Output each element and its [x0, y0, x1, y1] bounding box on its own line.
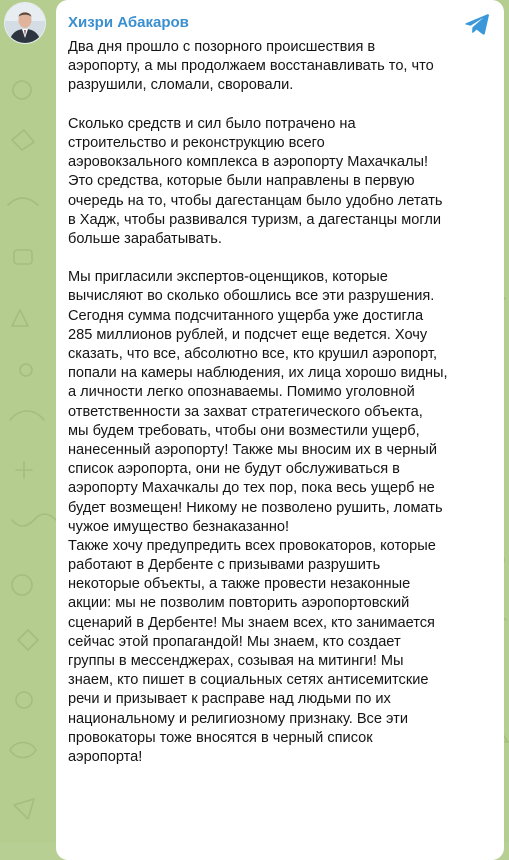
post-text-line: будет возмещен! Никому не позволено рушить, ломать	[68, 499, 443, 516]
author-avatar[interactable]	[4, 2, 46, 44]
post-text-line: чужое имущество безнаказанно!	[68, 518, 290, 535]
post-text-line: попали на камеры наблюдения, их лица хорошо видны,	[68, 365, 448, 382]
paragraph-gap	[68, 96, 496, 115]
author-name[interactable]: Хизри Абакаров	[68, 14, 189, 31]
post-text-line: провокаторы тоже вносятся в черный список	[68, 729, 373, 746]
post-text-line: мы будем требовать, чтобы они возместили ущерб,	[68, 422, 420, 439]
post-text-line: национальному и религиозному признаку. Все эти	[68, 710, 408, 727]
post-text-line: работают в Дербенте с призывами разрушить	[68, 557, 381, 574]
post-text-line: некоторые объекты, а также провести незаконные	[68, 576, 411, 593]
post-text-line: а личности легко опознаваемы. Помимо уголовной	[68, 384, 415, 401]
post-text-line: группы в мессенджерах, созывая на митинги! Мы	[68, 653, 404, 669]
post-text-line: строительство и реконструкцию всего	[68, 134, 325, 151]
post-text-line: аэровокзального комплекса в аэропорту Махачкалы!	[68, 154, 429, 171]
post-text-line: акции: мы не позволим повторить аэропортовский	[68, 595, 410, 612]
post-text-line: сценарий в Дербенте! Мы знаем всех, кто занимается	[68, 614, 435, 631]
post-text-line: аэропорту Махачкалы до тех пор, пока весь ущерб не	[68, 480, 435, 497]
post-text-line: вычисляют во сколько обошлись все эти разрушения.	[68, 288, 435, 305]
post-text-line: Также хочу предупредить всех провокаторов, которые	[68, 537, 436, 554]
post-text-line: речи и призывает к расправе над людьми по их	[68, 691, 391, 708]
post-text-line: Это средства, которые были направлены в первую	[68, 173, 415, 190]
post-text-line: в Хадж, чтобы развивался туризм, а дагестанцы могли	[68, 211, 442, 228]
avatar-portrait-icon	[5, 3, 45, 43]
post-text-line: ответственности за захват стратегического объекта,	[68, 403, 423, 420]
post-text-line: 285 миллионов рублей, и подсчет еще ведется. Хочу	[68, 326, 428, 343]
post-text-line: Сегодня сумма подсчитанного ущерба уже достигла	[68, 307, 424, 324]
post-text-line: Два дня прошло с позорного происшествия в	[68, 39, 376, 55]
post-text-line: список аэропорта, они не будут обслуживаться в	[68, 461, 400, 478]
post-text-line: Сколько средств и сил было потрачено на	[68, 115, 356, 132]
post-text-line: аэропорту, а мы продолжаем восстанавливать то, что	[68, 58, 434, 75]
post-text	[68, 38, 496, 767]
paragraph-gap	[68, 249, 496, 268]
telegram-share-icon[interactable]	[464, 12, 490, 36]
post-text-line: сейчас этой пропагандой! Мы знаем, кто создает	[68, 633, 401, 650]
post-text-line: нанесенный аэропорту! Также мы вносим их в черный	[68, 441, 438, 458]
post-text-line: сказать, что все, абсолютно все, кто крушил аэропорт,	[68, 346, 438, 362]
post-text-line: аэропорта!	[68, 748, 143, 765]
channel-post-bubble	[56, 0, 504, 860]
post-text-line: знаем, кто пишет в социальных сетях антисемитские	[68, 672, 429, 689]
post-text-line: Мы пригласили экспертов-оценщиков, которые	[68, 269, 388, 286]
post-text-line: очередь на то, чтобы дагестанцам было удобно летать	[68, 192, 443, 209]
post-text-line: больше зарабатывать.	[68, 230, 222, 247]
post-text-line: разрушили, сломали, своровали.	[68, 77, 294, 94]
